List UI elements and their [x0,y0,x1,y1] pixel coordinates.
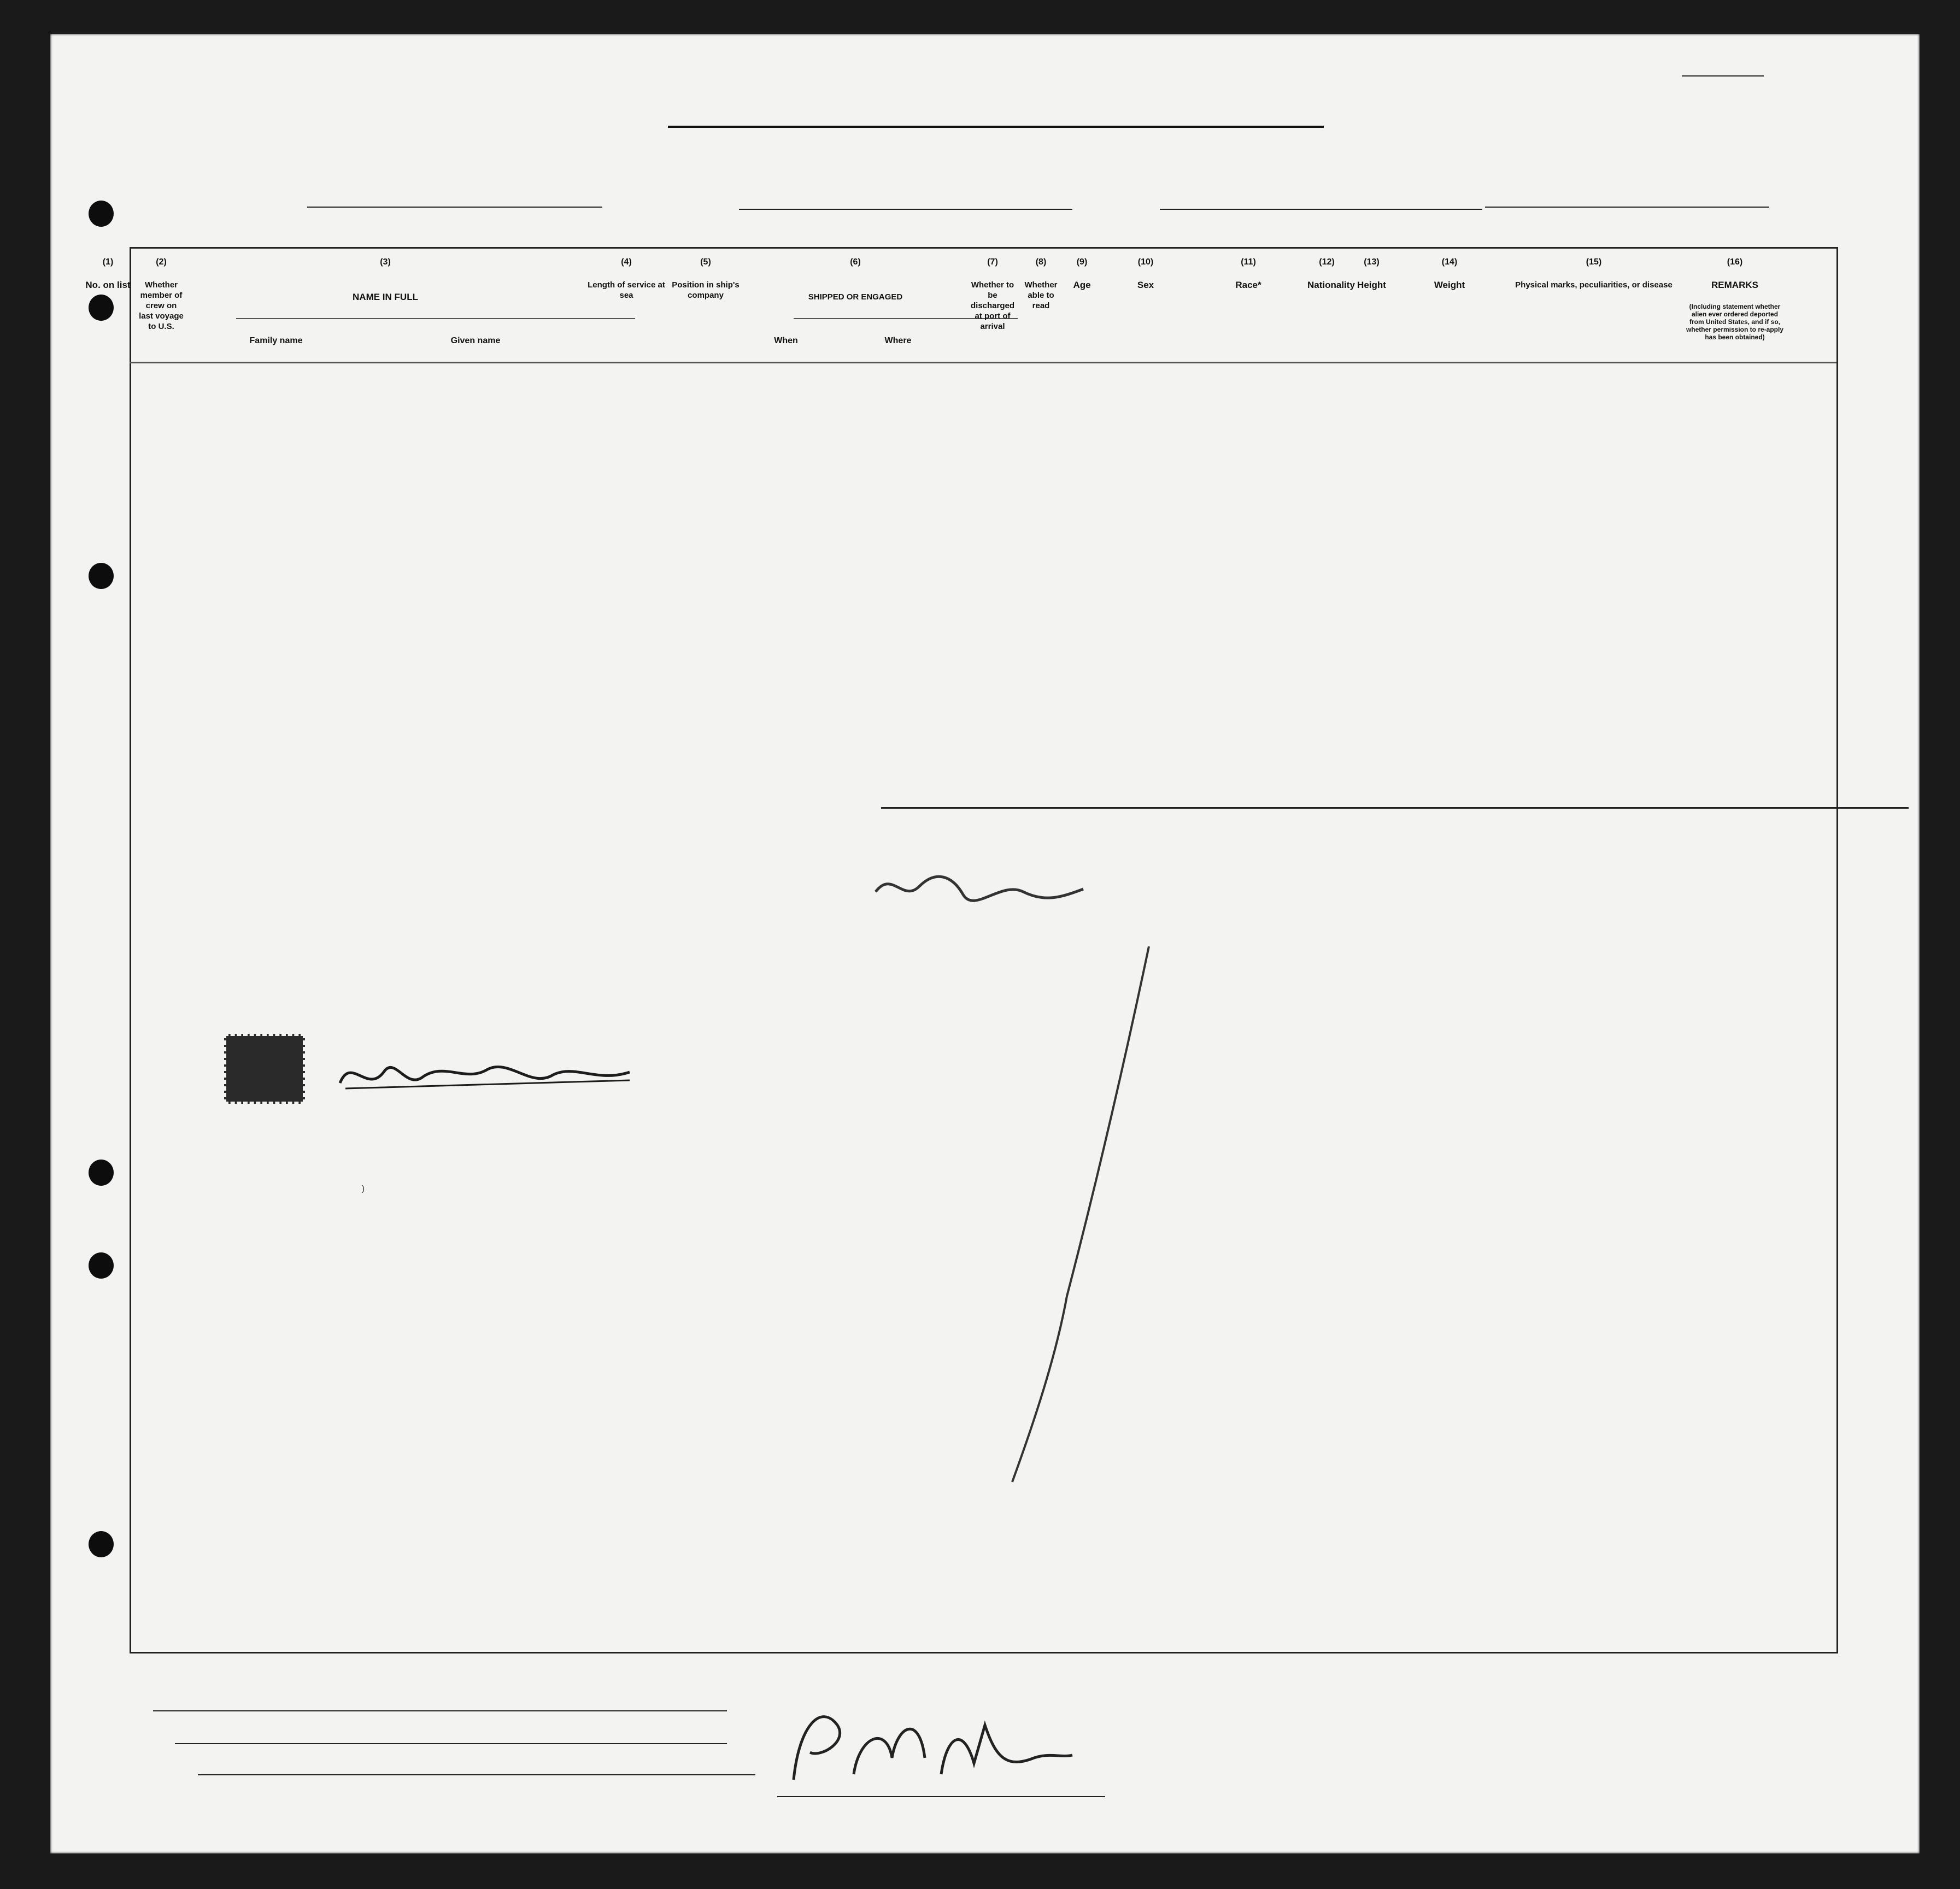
arriving-value [1160,209,1482,210]
vessel-value [307,207,602,208]
punch-hole [89,1160,114,1186]
closing-rule [881,807,1909,809]
punch-hole [89,295,114,321]
punch-hole [89,563,114,589]
column-header: Height [1357,280,1386,290]
visa-no-line [307,963,356,975]
column-subheader: Where [884,336,912,345]
column-header: REMARKS [1711,280,1758,290]
header-bottom-rule [130,362,1836,363]
consul-signature [335,1050,641,1099]
visa-sec-line: ) [362,1184,365,1193]
name-subheader-rule [236,318,635,319]
punch-hole [89,201,114,227]
column-header: Whether member of crew on last voyage to U.S. [139,280,184,331]
visa-by-line [307,994,314,1007]
column-subheader: Given name [450,336,501,345]
inspector-rule [777,1796,1105,1797]
manifest-sheet [50,34,1920,1853]
column-number: (8) [1035,257,1047,267]
pen-stroke [1001,941,1165,1487]
column-header: Whether to be discharged at port of arrival [970,280,1015,331]
column-header: NAME IN FULL [353,292,418,302]
column-header: SHIPPED OR ENGAGED [808,292,903,302]
column-number: (13) [1364,257,1380,267]
column-header: Length of service at sea [588,280,665,300]
column-number: (7) [987,257,998,267]
punch-hole [89,1252,114,1279]
column-header: Whether able to read [1024,280,1058,310]
column-number: (5) [700,257,711,267]
column-number: (3) [380,257,391,267]
column-number: (12) [1319,257,1335,267]
column-header: Race* [1235,280,1261,290]
column-note: (Including statement whether alien ever ordered deported from United States, and if so, whether permission to re-apply has been obtained) [1686,303,1784,341]
column-number: (6) [850,257,861,267]
title-underline [668,126,1324,128]
inspector-scrawl [870,864,1089,908]
fee-stamp [224,1034,305,1104]
column-number: (10) [1137,257,1154,267]
column-number: (16) [1727,257,1743,267]
column-header: Physical marks, peculiarities, or disease [1515,280,1673,290]
column-number: (2) [156,257,167,267]
column-header: No. on list [85,280,131,290]
column-number: (9) [1076,257,1088,267]
column-number: (4) [621,257,632,267]
column-number: (15) [1586,257,1602,267]
column-header: Nationality [1307,280,1355,290]
column-number: (14) [1441,257,1458,267]
column-number: (11) [1241,257,1256,267]
line-value [153,1710,727,1711]
port-value [739,209,1072,210]
arrival-date [1485,207,1769,208]
inspector-signature [777,1692,1083,1802]
sheet-no [1682,66,1764,80]
column-header: Weight [1434,280,1465,290]
owners-value [175,1743,727,1744]
column-subheader: Family name [249,336,303,345]
column-header: Sex [1137,280,1154,290]
column-header: Position in ship's company [672,280,740,300]
crew-table [130,247,1838,1653]
sheet-value [1682,75,1764,76]
column-subheader: When [774,336,798,345]
column-number: (1) [102,257,114,267]
column-header: Age [1073,280,1091,290]
agents-value [198,1774,755,1775]
visa-at-line [373,1149,378,1161]
punch-hole [89,1531,114,1557]
